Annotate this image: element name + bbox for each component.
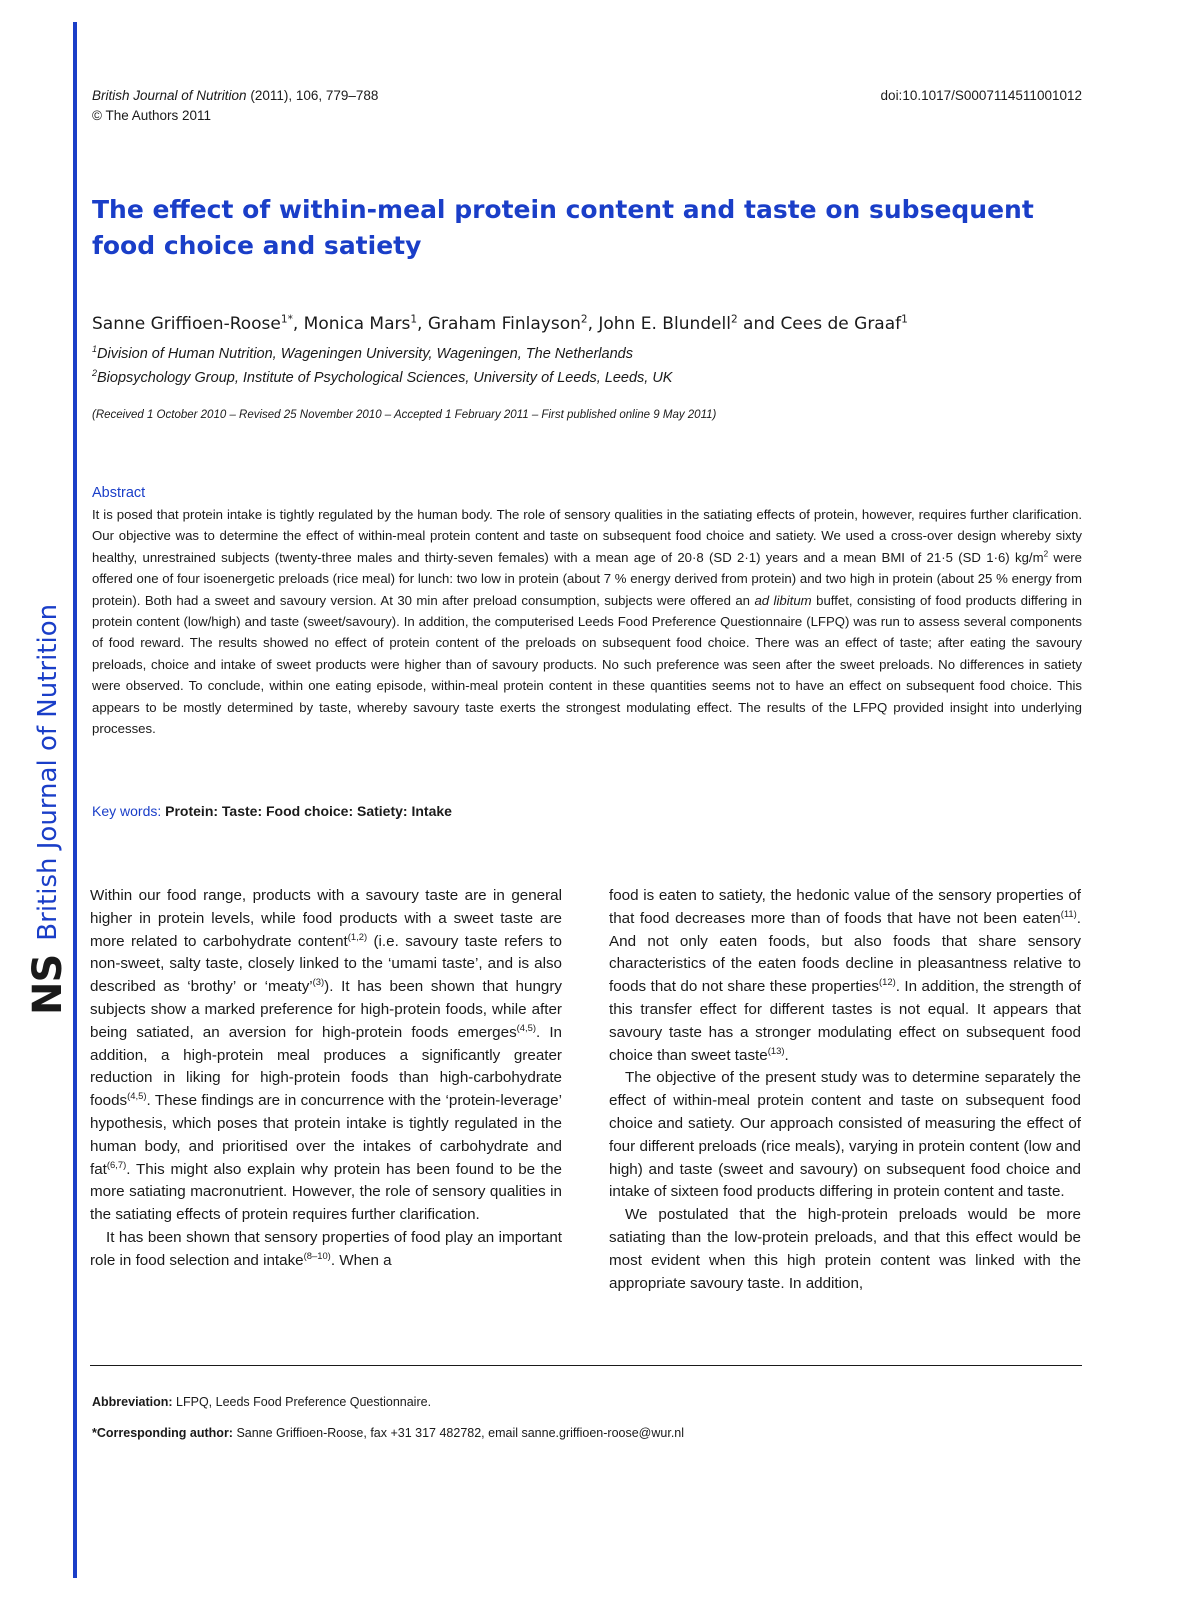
author-name: John E. Blundell [598, 314, 731, 334]
author-affiliation-mark: 2 [730, 313, 738, 326]
citation-ref[interactable]: (6,7) [106, 1158, 127, 1170]
author-name: Cees de Graaf [780, 314, 902, 334]
citation-ref[interactable]: (13) [767, 1044, 785, 1056]
journal-sidebar [25, 545, 71, 1015]
author-name: Sanne Griffioen-Roose [92, 314, 281, 334]
keywords [92, 801, 1082, 821]
journal-name-vertical: British Journal of Nutrition [33, 603, 63, 941]
sidebar-rule [73, 22, 77, 1578]
abstract-heading: Abstract [92, 485, 146, 501]
copyright: © The Authors 2011 [92, 108, 212, 123]
article-title: The effect of within-meal protein content and taste on subsequent food choice and satiety [92, 195, 1034, 260]
author-name: Monica Mars [303, 314, 411, 334]
abbreviation-footnote: Abbreviation: LFPQ, Leeds Food Preference Questionnaire. [92, 1395, 432, 1409]
body-paragraph: Within our food range, products with a savoury taste are in general higher in protein levels, while food products with a sweet taste are more related to carbohydrate content$^{(1,2)}$ (i.e. savoury taste refers to non-sweet, salty taste, closely linked to the ‘umami taste’, and is also described as ‘brothy’ or ‘meaty’$^{(3)}$). It has been shown that hungry subjects show a marked preference for high-protein foods, while after being satiated, an aversion for high-protein foods emerges$^{(4,5)}$. In addition, a high-protein meal produces a significantly greater reduction in liking for high-protein foods than high-carbohydrate foods$^{(4,5)}$. These findings are in concurrence with the ‘protein-leverage’ hypothesis, which poses that protein intake is tightly regulated in the human body, and prioritised over the intakes of carbohydrate and fat$^{(6,7)}$. This might also explain why protein has been found to be the more satiating macronutrient. However, the role of sensory qualities in the satiating effects of protein requires further clarification. [90, 887, 562, 1224]
keywords-list: Protein: Taste: Food choice: Satiety: Intake [165, 803, 452, 819]
citation-ref[interactable]: (4,5) [127, 1090, 147, 1102]
keywords-label: Key words: [92, 803, 162, 819]
author-affiliation-mark: 1 [410, 313, 418, 326]
abstract-text: It is posed that protein intake is tightly regulated by the human body. The role of sensory qualities in the satiating effects of protein, however, requires further clarification. Our objective was to determine the effect of within-meal protein content and taste on subsequent food choice and satiety. We used a cross-over design whereby sixty healthy, unrestrained subjects (twenty-three males and thirty-seven females) with a mean age of 20·8 (SD 2·1) years and a mean BMI of 21·5 (SD 1·6) $kg/m^2$ were offered one of four isoenergetic preloads (rice meal) for lunch: two low in protein (about 7 % energy derived from protein) and two high in protein (about 25 % energy from protein). Both had a sweet and savoury version. At 30 min after preload consumption, subjects were offered an ad libitum buffet, consisting of food products differing in protein content (low/high) and taste (sweet/savoury). In addition, the computerised Leeds Food Preference Questionnaire (LFPQ) was run to assess several components of food reward. The results showed no effect of protein content of the preloads on subsequent food choice. There was an effect of taste; after eating the savoury preloads, choice and intake of sweet products were higher than of savoury products. No such preference was seen after the sweet preloads. No differences in satiety were observed. To conclude, within one eating episode, within-meal protein content in these quantities seems not to have an effect on subsequent food choice. This appears to be mostly determined by taste, whereby savoury taste exerts the strongest modulating effect. The results of the LFPQ provided insight into underlying processes. [92, 507, 1083, 737]
citation-details: (2011), 106, 779–788 [246, 88, 379, 103]
journal-logo: NS [25, 954, 71, 1015]
author-name: Graham Finlayson [427, 314, 581, 334]
citation-ref[interactable]: (12) [878, 976, 896, 988]
citation-ref[interactable]: (8–10) [303, 1249, 331, 1261]
affiliation-2: $^2$Biopsychology Group, Institute of Psychological Sciences, University of Leeds, Leeds, UK [92, 368, 673, 386]
citation-ref[interactable]: (3) [312, 976, 325, 988]
doi[interactable]: doi:10.1017/S0007114511001012 [880, 88, 1082, 103]
submission-dates: (Received 1 October 2010 – Revised 25 November 2010 – Accepted 1 February 2011 – First published online 9 May 2011) [92, 409, 717, 421]
author-affiliation-mark: 2 [580, 313, 588, 326]
citation-header [92, 86, 378, 126]
body-column-left [90, 885, 562, 1273]
body-paragraph: We postulated that the high-protein preloads would be more satiating than the low-protein preloads, and that this effect would be most evident when this high protein content was linked with the appropriate savoury taste. In addition, [609, 1206, 1081, 1292]
body-paragraph: The objective of the present study was to determine separately the effect of within-meal protein content and taste on subsequent food choice and satiety. Our approach consisted of measuring the effect of four different preloads (rice meals), varying in protein content (low and high) and taste (sweet and savoury) on subsequent food choice and intake of sixteen food products differing in protein content and taste. [609, 1069, 1081, 1201]
body-paragraph: It has been shown that sensory properties of food play an important role in food selection and intake$^{(8-10)}$. When a [90, 1228, 562, 1269]
citation-journal: British Journal of Nutrition [92, 88, 247, 103]
citation-ref[interactable]: (1,2) [347, 930, 368, 942]
author-affiliation-mark: 1* [280, 313, 293, 326]
corresponding-author-footnote: *Corresponding author: Sanne Griffioen-Roose, fax +31 317 482782, email sanne.griffioen-roose@wur.nl [92, 1426, 685, 1440]
citation-ref[interactable]: (11) [1060, 907, 1077, 919]
author-affiliation-mark: 1 [901, 313, 908, 326]
body-column-right [609, 885, 1081, 1295]
citation-ref[interactable]: (4,5) [516, 1021, 537, 1033]
body-paragraph: food is eaten to satiety, the hedonic value of the sensory properties of that food decreases more than of foods that have not been eaten$^{(11)}$. And not only eaten foods, but also foods that share sensory characteristics of the eaten foods decline in pleasantness relative to foods that do not share these properties$^{(12)}$. In addition, the strength of this transfer effect for different tastes is not equal. It appears that savoury taste has a stronger modulating effect on subsequent food choice than sweet taste$^{(13)}$. [609, 887, 1081, 1064]
footnote-rule [90, 1365, 1082, 1366]
affiliation-1: $^1$Division of Human Nutrition, Wageningen University, Wageningen, The Netherlands [92, 344, 633, 362]
author-list: Sanne Griffioen-Roose$^{1*}$, Monica Mars$^1$, Graham Finlayson$^2$, John E. Blundell$^2$ and Cees de Graaf$^1$ [92, 313, 908, 334]
